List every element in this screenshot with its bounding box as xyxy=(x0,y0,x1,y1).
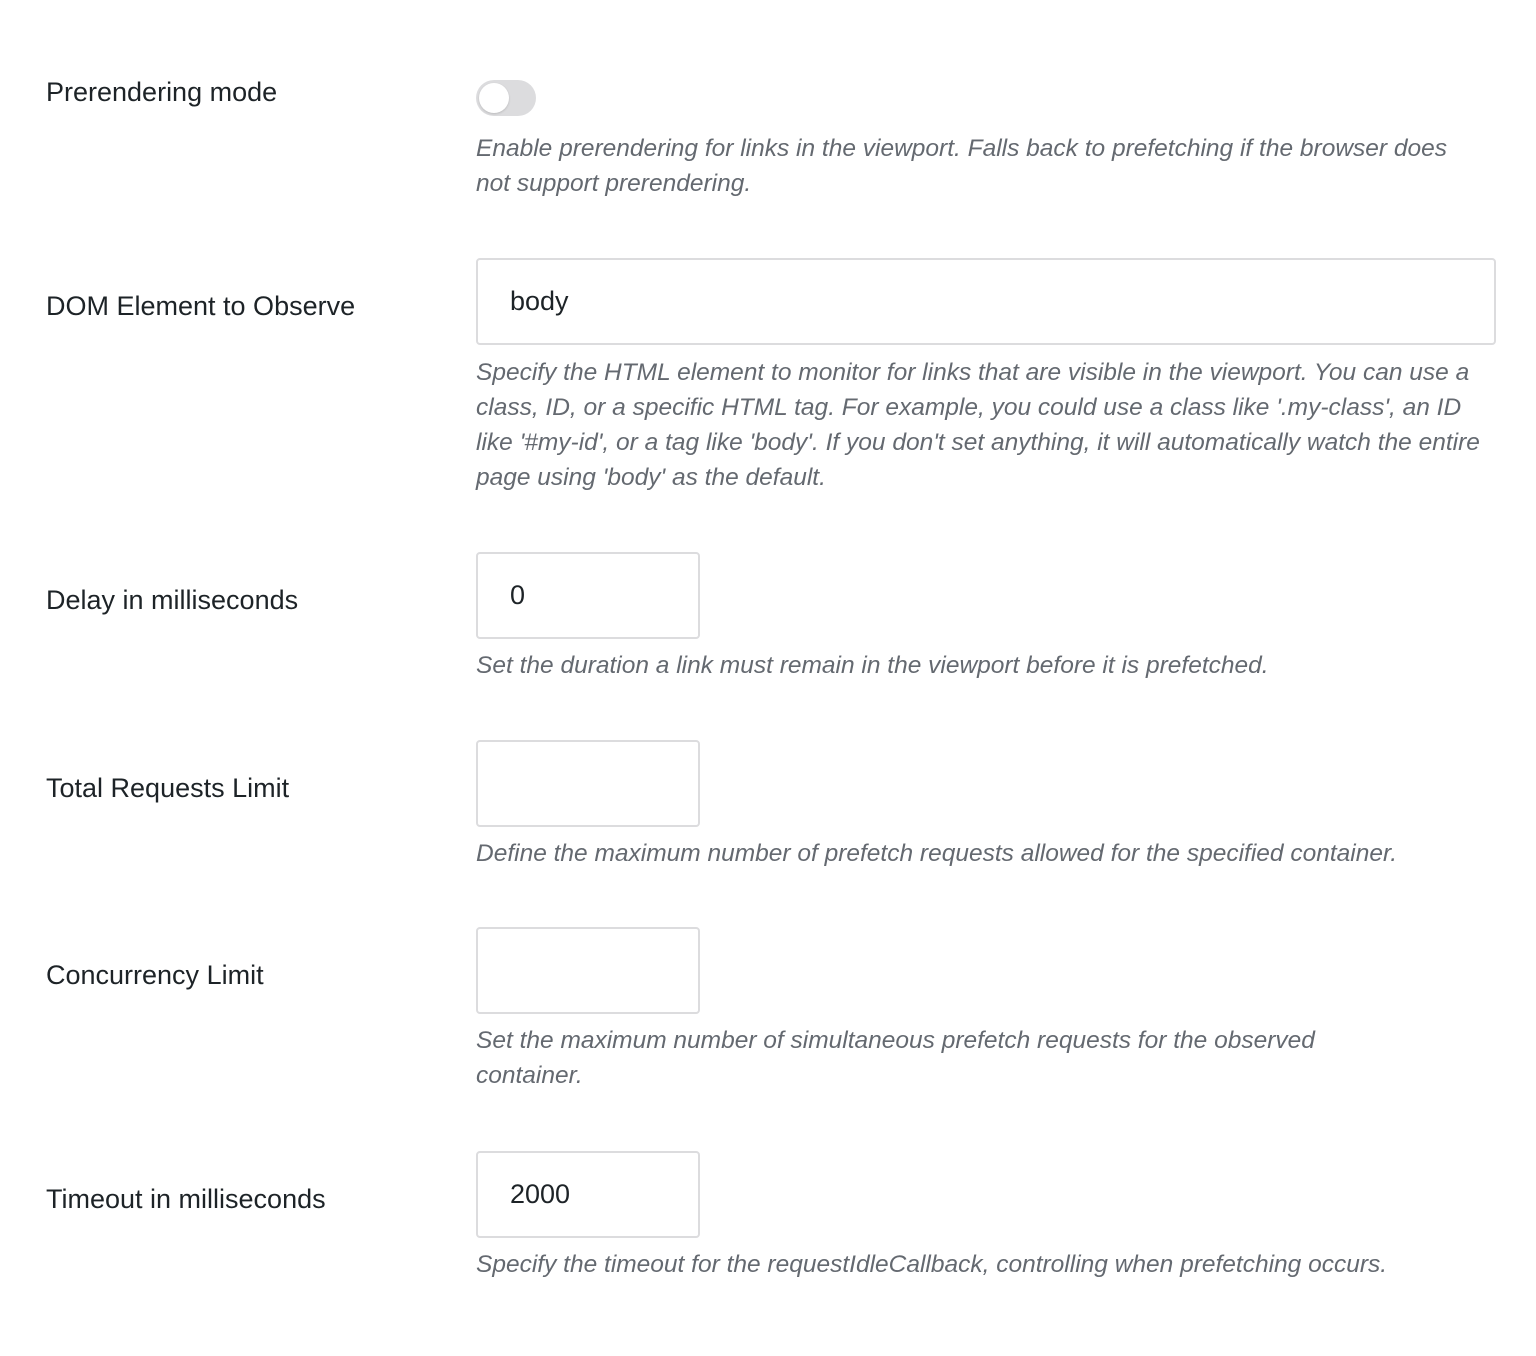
delay-input[interactable] xyxy=(476,552,700,639)
concurrency-description: Set the maximum number of simultaneous prefetch requests for the observed container. xyxy=(476,1027,1315,1089)
concurrency-input[interactable] xyxy=(476,927,700,1014)
timeout-description: Specify the timeout for the requestIdleCallback, controlling when prefetching occurs. xyxy=(476,1251,1388,1278)
total-requests-description: Define the maximum number of prefetch requests allowed for the specified container. xyxy=(476,840,1398,867)
concurrency-label: Concurrency Limit xyxy=(46,960,264,990)
prerender-toggle[interactable] xyxy=(476,80,536,116)
delay-label: Delay in milliseconds xyxy=(46,585,299,615)
timeout-label: Timeout in milliseconds xyxy=(46,1184,326,1214)
delay-description: Set the duration a link must remain in the viewport before it is prefetched. xyxy=(476,652,1269,679)
prerender-description: Enable prerendering for links in the viewport. Falls back to prefetching if the browser does not support prerendering. xyxy=(476,135,1447,197)
dom-element-description: Specify the HTML element to monitor for links that are visible in the viewport. You can use a class, ID, or a specific HTML tag. For example, you could use a class like '.my-class', an ID like '#my-id', or a tag like 'body'. If you don't set anything, it will automatically watch the entire page using 'body' as the default. xyxy=(476,359,1480,491)
total-requests-input[interactable] xyxy=(476,740,700,827)
total-requests-label: Total Requests Limit xyxy=(46,773,290,803)
toggle-knob xyxy=(479,83,509,113)
timeout-input[interactable] xyxy=(476,1151,700,1238)
dom-element-input[interactable] xyxy=(476,258,1496,345)
prerender-label: Prerendering mode xyxy=(46,77,278,107)
dom-element-label: DOM Element to Observe xyxy=(46,291,356,321)
